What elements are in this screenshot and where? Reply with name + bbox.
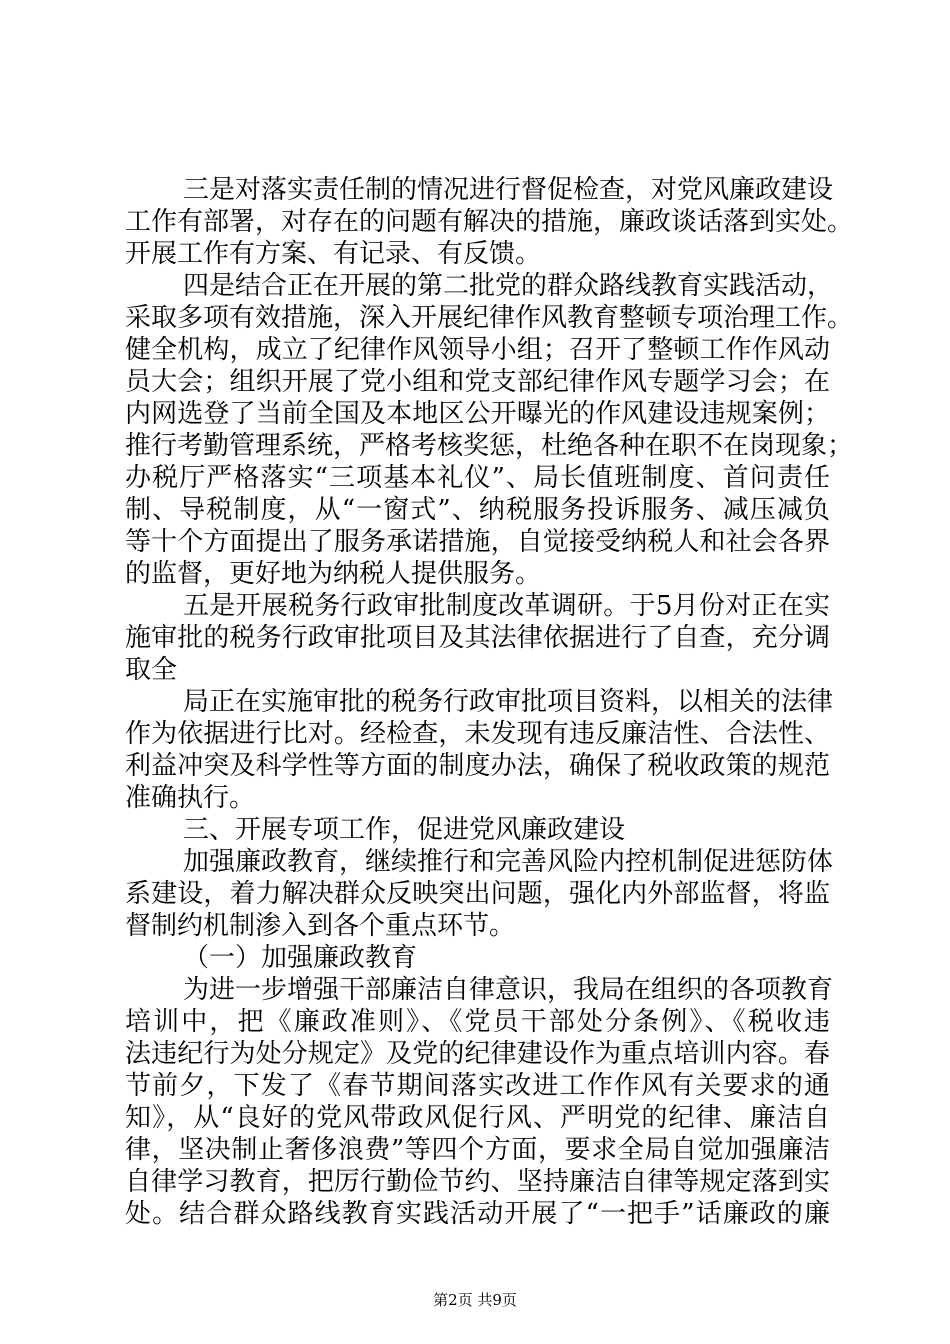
text-line: 督制约机制渗入到各个重点环节。: [125, 911, 516, 941]
text-line: 推行考勤管理系统，严格考核奖惩，杜绝各种在职不在岗现象；: [125, 431, 854, 461]
text-line: 自律学习教育，把厉行勤俭节约、坚持廉洁自律等规定落到实: [125, 1167, 830, 1197]
text-line: 知》，从“良好的党风带政风促行风、严明党的纪律、廉洁自: [125, 1103, 830, 1133]
text-line: 的监督，更好地为纳税人提供服务。: [125, 559, 542, 589]
text-line: 作为依据进行比对。经检查，未发现有违反廉洁性、合法性、: [125, 719, 830, 749]
text-line: 培训中，把《廉政准则》、《党员干部处分条例》、《税收违: [125, 1007, 830, 1037]
text-line: 取全: [125, 655, 178, 685]
text-line: 法违纪行为处分规定》及党的纪律建设作为重点培训内容。春: [125, 1039, 830, 1069]
text-line: 加强廉政教育，继续推行和完善风险内控机制促进惩防体: [183, 847, 834, 877]
text-line: 局正在实施审批的税务行政审批项目资料，以相关的法律: [183, 687, 834, 717]
subsection-heading: （一）加强廉政教育: [183, 943, 418, 973]
section-heading: 三、开展专项工作，促进党风廉政建设: [183, 815, 626, 845]
text-line: 采取多项有效措施，深入开展纪律作风教育整顿专项治理工作。: [125, 303, 854, 333]
text-line: 利益冲突及科学性等方面的制度办法，确保了税收政策的规范: [125, 751, 830, 781]
text-line: 施审批的税务行政审批项目及其法律依据进行了自查，充分调: [125, 623, 830, 653]
text-line: 准确执行。: [125, 783, 256, 813]
text-line: 内网选登了当前全国及本地区公开曝光的作风建设违规案例；: [125, 399, 830, 429]
text-line: 开展工作有方案、有记录、有反馈。: [125, 239, 542, 269]
text-line: 律，坚决制止奢侈浪费”等四个方面，要求全局自觉加强廉洁: [125, 1135, 830, 1165]
text-line: 三是对落实责任制的情况进行督促检查，对党风廉政建设: [183, 175, 834, 205]
text-line: 制、导税制度，从“一窗式”、纳税服务投诉服务、减压减负: [125, 495, 830, 525]
text-line: 健全机构，成立了纪律作风领导小组；召开了整顿工作作风动: [125, 335, 830, 365]
text-line: 等十个方面提出了服务承诺措施，自觉接受纳税人和社会各界: [125, 527, 830, 557]
text-line: 五是开展税务行政审批制度改革调研。于5月份对正在实: [183, 591, 830, 621]
text-line: 系建设，着力解决群众反映突出问题，强化内外部监督，将监: [125, 879, 830, 909]
text-line: 处。结合群众路线教育实践活动开展了“一把手”话廉政的廉: [125, 1199, 830, 1229]
text-line: 四是结合正在开展的第二批党的群众路线教育实践活动，: [183, 271, 834, 301]
text-line: 工作有部署，对存在的问题有解决的措施，廉政谈话落到实处。: [125, 207, 854, 237]
text-line: 办税厅严格落实“三项基本礼仪”、局长值班制度、首问责任: [125, 463, 830, 493]
text-line: 员大会；组织开展了党小组和党支部纪律作风专题学习会；在: [125, 367, 830, 397]
text-line: 节前夕，下发了《春节期间落实改进工作作风有关要求的通: [125, 1071, 830, 1101]
body-text: [125, 174, 854, 1230]
text-line: 为进一步增强干部廉洁自律意识，我局在组织的各项教育: [183, 975, 834, 1005]
page-footer: 第2页 共9页: [433, 1291, 517, 1309]
